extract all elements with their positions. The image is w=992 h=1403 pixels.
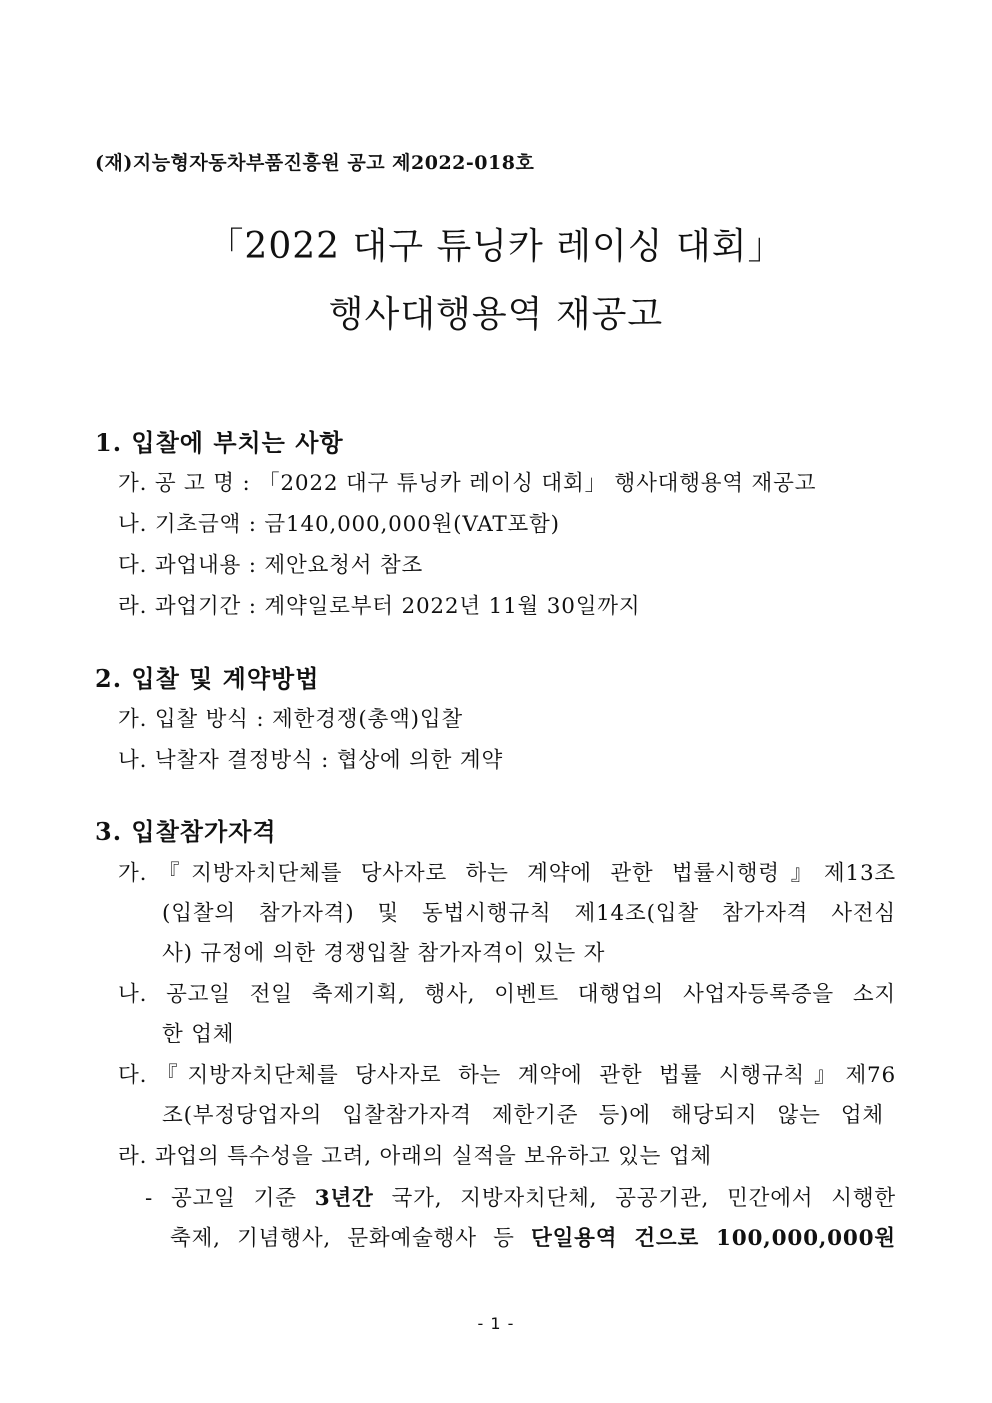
section-3-item-na-line-2: 한 업체 (162, 1022, 235, 1047)
section-1-item-da: 다. 과업내용 : 제안요청서 참조 (118, 553, 424, 578)
section-1-heading: 1. 입찰에 부치는 사항 (95, 428, 344, 457)
section-2-item-ga: 가. 입찰 방식 : 제한경쟁(총액)입찰 (118, 707, 463, 732)
page-number: - 1 - (477, 1314, 515, 1333)
sub-line-2-before: 축제, 기념행사, 문화예술행사 등 (170, 1226, 532, 1251)
sub-line-1-after: 국가, 지방자치단체, 공공기관, 민간에서 시행한 (373, 1186, 896, 1211)
section-3-item-da-line-1: 다.『지방자치단체를 당사자로 하는 계약에 관한 법률 시행규칙』제76 (118, 1063, 896, 1088)
section-3-item-na-line-1: 나. 공고일 전일 축제기획, 행사, 이벤트 대행업의 사업자등록증을 소지 (118, 982, 896, 1007)
section-3-item-ga-line-1: 가.『지방자치단체를 당사자로 하는 계약에 관한 법률시행령』제13조 (118, 861, 896, 886)
section-3-item-ra: 라. 과업의 특수성을 고려, 아래의 실적을 보유하고 있는 업체 (118, 1144, 713, 1169)
notice-number: (재)지능형자동차부품진흥원 공고 제2022-018호 (95, 152, 535, 174)
section-3-item-da-line-2: 조(부정당업자의 입찰참가자격 제한기준 등)에 해당되지 않는 업체 (162, 1103, 884, 1128)
section-3-sub-line-2 (170, 1221, 896, 1252)
section-1-item-na: 나. 기초금액 : 금140,000,000원(VAT포함) (118, 512, 560, 537)
section-3-item-ga-line-2: (입찰의 참가자격) 및 동법시행규칙 제14조(입찰 참가자격 사전심 (162, 901, 896, 926)
title-line-1: 「2022 대구 튜닝카 레이싱 대회」 (207, 226, 785, 267)
section-3-item-ga-line-3: 사) 규정에 의한 경쟁입찰 참가자격이 있는 자 (162, 941, 606, 966)
sub-line-1-bold: 3년간 (314, 1186, 374, 1211)
section-1-item-ra: 라. 과업기간 : 계약일로부터 2022년 11월 30일까지 (118, 594, 641, 619)
section-3-heading: 3. 입찰참가자격 (95, 817, 277, 846)
section-2-item-na: 나. 낙찰자 결정방식 : 협상에 의한 계약 (118, 748, 504, 773)
section-2-heading: 2. 입찰 및 계약방법 (95, 664, 320, 693)
section-3-sub-line-1 (145, 1181, 896, 1212)
sub-line-2-bold: 단일용역 건으로 100,000,000원 (531, 1226, 896, 1251)
section-1-item-ga: 가. 공 고 명 : 「2022 대구 튜닝카 레이싱 대회」 행사대행용역 재공고 (118, 471, 817, 496)
title-line-2: 행사대행용역 재공고 (328, 294, 664, 335)
sub-line-1-before: - 공고일 기준 (145, 1186, 315, 1211)
